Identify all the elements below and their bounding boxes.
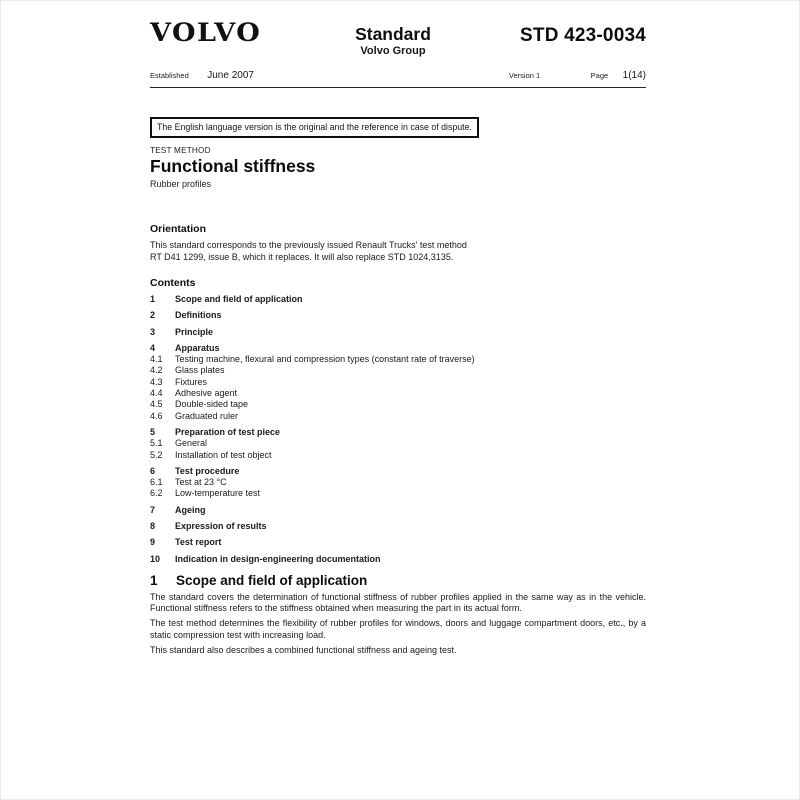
- contents-item-label: Ageing: [175, 504, 206, 515]
- contents-item: [150, 354, 646, 365]
- dispute-notice-row: [150, 117, 646, 138]
- contents-item: [150, 365, 646, 376]
- orientation-line: This standard corresponds to the previously issued Renault Trucks' test method: [150, 240, 467, 250]
- contents-item-number: 3: [150, 326, 156, 337]
- contents-item-number: 4.3: [150, 376, 163, 387]
- contents-item-number: 4.4: [150, 388, 163, 399]
- page-label: Page: [590, 71, 609, 80]
- contents-item-number: 10: [150, 553, 161, 564]
- header-meta-row: [150, 65, 646, 88]
- dispute-notice-box: The English language version is the original and the reference in case of dispute.: [150, 117, 479, 138]
- contents-heading: Contents: [150, 277, 196, 289]
- orientation-heading: Orientation: [150, 223, 207, 235]
- contents-item: [150, 388, 646, 399]
- contents-item: [150, 466, 646, 477]
- section-1-number: 1: [150, 572, 158, 588]
- contents-item-number: 4.6: [150, 410, 163, 421]
- contents-item: [150, 327, 646, 338]
- orientation-body: [150, 240, 646, 263]
- contents-item-label: Test at 23 °C: [175, 477, 227, 488]
- contents-item-label: Testing machine, flexural and compression types (constant rate of traverse): [175, 354, 475, 365]
- contents-item-number: 5: [150, 426, 156, 437]
- contents-item-number: 2: [150, 310, 156, 321]
- contents-list: [150, 294, 646, 565]
- doc-number: STD 423-0034: [520, 25, 646, 46]
- contents-item: [150, 377, 646, 388]
- contents-item: [150, 488, 646, 499]
- contents-item: [150, 310, 646, 321]
- contents-item: [150, 521, 646, 532]
- page-content: [150, 0, 646, 656]
- contents-item-number: 8: [150, 521, 156, 532]
- contents-item-number: 4: [150, 342, 156, 353]
- contents-item: [150, 438, 646, 449]
- page-number: 1(14): [622, 70, 646, 81]
- contents-item: [150, 537, 646, 548]
- contents-item-number: 4.1: [150, 354, 163, 365]
- contents-item-label: Graduated ruler: [175, 410, 239, 421]
- document-header: [150, 20, 646, 58]
- contents-item-number: 1: [150, 294, 156, 304]
- contents-item-label: Preparation of test piece: [175, 426, 281, 437]
- contents-item: [150, 411, 646, 422]
- contents-item-number: 7: [150, 504, 156, 515]
- header-center: [310, 20, 476, 58]
- contents-item-label: Scope and field of application: [175, 294, 303, 304]
- contents-item: [150, 505, 646, 516]
- contents-item: [150, 477, 646, 488]
- contents-item-number: 9: [150, 537, 156, 548]
- contents-item-label: Double-sided tape: [175, 399, 249, 410]
- contents-item-number: 5.2: [150, 449, 163, 460]
- contents-item-label: Glass plates: [175, 365, 225, 376]
- contents-item-number: 6: [150, 465, 156, 476]
- document-title: Functional stiffness: [150, 156, 316, 176]
- contents-item: [150, 427, 646, 438]
- doc-type-title: Standard: [355, 24, 431, 44]
- established-label: Established: [150, 71, 189, 80]
- section-1-body: [150, 592, 646, 656]
- section-1-heading: [150, 573, 646, 588]
- contents-item-label: Installation of test object: [175, 449, 272, 460]
- contents-item-number: 6.2: [150, 488, 163, 499]
- contents-item-label: Principle: [175, 326, 214, 337]
- contents-item-number: 5.1: [150, 438, 163, 449]
- orientation-line: RT D41 1299, issue B, which it replaces. It will also replace STD 1024,3135.: [150, 251, 454, 262]
- contents-item-number: 4.5: [150, 399, 163, 410]
- contents-item-label: Definitions: [175, 310, 222, 321]
- version-label: Version 1: [508, 71, 541, 80]
- paragraph: The test method determines the flexibility of rubber profiles for windows, doors and luggage compartment doors, etc., by a static compression test with increasing load.: [150, 618, 646, 640]
- contents-item: [150, 399, 646, 410]
- contents-item-label: Test report: [175, 537, 222, 548]
- contents-item: [150, 554, 646, 565]
- contents-item: [150, 450, 646, 461]
- paragraph: The standard covers the determination of functional stiffness of rubber profiles applied in the same way as in the vehicle. Functional stiffness refers to the stiffness obtained when measuring the part in its actual form.: [150, 591, 646, 614]
- contents-item-label: Fixtures: [175, 376, 208, 387]
- established-date: June 2007: [207, 70, 254, 81]
- contents-item-label: Adhesive agent: [175, 388, 238, 399]
- contents-item-label: Test procedure: [175, 465, 240, 476]
- contents-item-label: Indication in design-engineering documentation: [175, 553, 381, 564]
- org-name: Volvo Group: [360, 45, 426, 57]
- contents-item-label: Expression of results: [175, 521, 267, 532]
- test-method-label: TEST METHOD: [150, 146, 211, 155]
- contents-item-label: Apparatus: [175, 342, 220, 353]
- contents-item: [150, 343, 646, 354]
- volvo-logo: VOLVO: [150, 18, 262, 48]
- document-subtitle: Rubber profiles: [150, 179, 212, 189]
- contents-item-number: 4.2: [150, 365, 163, 376]
- contents-item-label: General: [175, 438, 208, 449]
- paragraph: This standard also describes a combined functional stiffness and ageing test.: [150, 644, 457, 655]
- contents-item: [150, 294, 646, 305]
- established-group: [150, 65, 254, 83]
- contents-item-number: 6.1: [150, 477, 163, 488]
- contents-item-label: Low-temperature test: [175, 488, 261, 499]
- version-page-group: [509, 65, 646, 83]
- section-1-title: Scope and field of application: [176, 572, 368, 588]
